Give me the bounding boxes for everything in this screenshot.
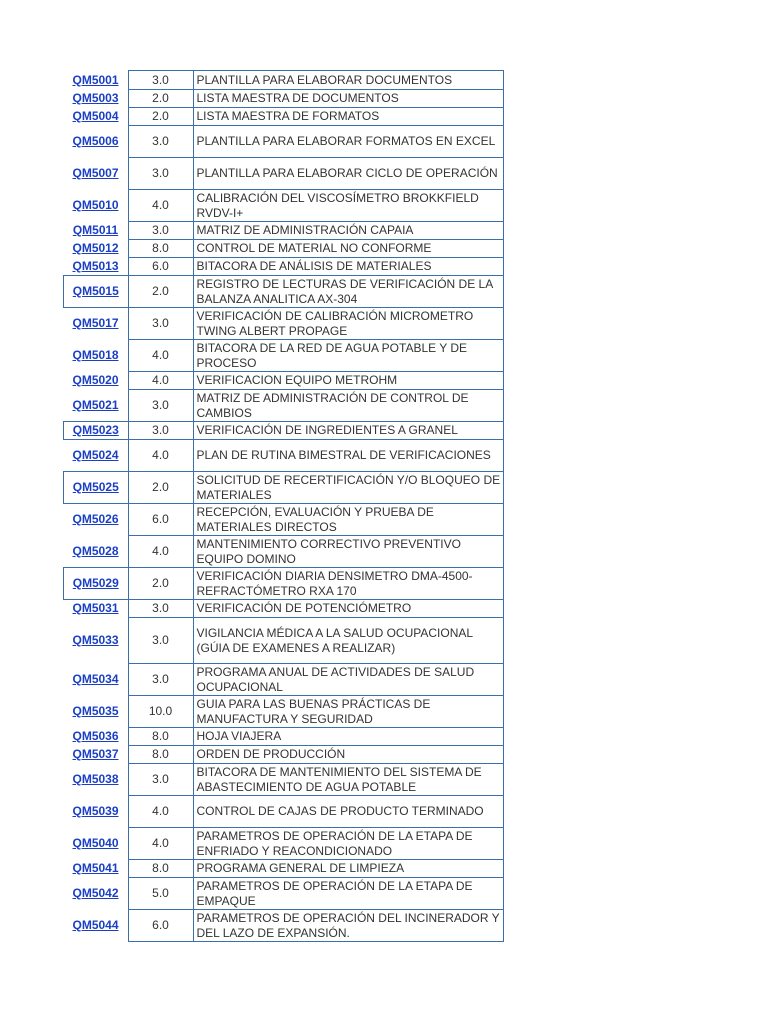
document-code-cell	[64, 600, 129, 618]
document-title: MATRIZ DE ADMINISTRACIÓN DE CONTROL DE CAMBIOS	[193, 390, 504, 422]
document-row	[64, 240, 504, 258]
document-title: REGISTRO DE LECTURAS DE VERIFICACIÓN DE LA BALANZA ANALITICA AX-304	[193, 276, 504, 308]
document-row	[64, 696, 504, 728]
document-code-link[interactable]: QM5029	[72, 576, 119, 590]
document-row	[64, 664, 504, 696]
document-row	[64, 258, 504, 276]
document-code-link[interactable]: QM5004	[72, 109, 119, 123]
document-list-body	[64, 71, 504, 942]
document-title: CONTROL DE MATERIAL NO CONFORME	[193, 240, 504, 258]
document-row	[64, 440, 504, 472]
document-version: 3.0	[128, 618, 193, 664]
document-title: VERIFICACIÓN DE POTENCIÓMETRO	[193, 600, 504, 618]
document-row	[64, 390, 504, 422]
document-title: MATRIZ DE ADMINISTRACIÓN CAPAIA	[193, 222, 504, 240]
document-code-cell	[64, 796, 129, 828]
document-title: HOJA VIAJERA	[193, 728, 504, 746]
document-title: PLANTILLA PARA ELABORAR FORMATOS EN EXCEL	[193, 126, 504, 158]
document-title: PLANTILLA PARA ELABORAR DOCUMENTOS	[193, 71, 504, 90]
document-version: 2.0	[128, 108, 193, 126]
document-code-cell	[64, 878, 129, 910]
document-row	[64, 71, 504, 90]
document-row	[64, 746, 504, 764]
document-code-cell	[64, 536, 129, 568]
document-code-link[interactable]: QM5007	[72, 166, 119, 180]
document-version: 4.0	[128, 190, 193, 222]
document-code-link[interactable]: QM5034	[72, 672, 119, 686]
document-version: 6.0	[128, 910, 193, 942]
document-code-cell	[64, 696, 129, 728]
document-version: 3.0	[128, 222, 193, 240]
document-code-link[interactable]: QM5011	[72, 223, 119, 237]
document-code-link[interactable]: QM5037	[72, 747, 119, 761]
document-title: VIGILANCIA MÉDICA A LA SALUD OCUPACIONAL (GÚIA DE EXAMENES A REALIZAR)	[193, 618, 504, 664]
document-title: PLAN DE RUTINA BIMESTRAL DE VERIFICACIONES	[193, 440, 504, 472]
document-code-link[interactable]: QM5028	[72, 543, 119, 558]
document-version: 2.0	[128, 90, 193, 108]
document-row	[64, 340, 504, 372]
document-row	[64, 860, 504, 878]
document-row	[64, 910, 504, 942]
document-code-cell	[64, 190, 129, 222]
document-code-link[interactable]: QM5025	[72, 480, 119, 494]
document-code-link[interactable]: QM5023	[72, 423, 119, 437]
document-version: 4.0	[128, 440, 193, 472]
document-code-link[interactable]: QM5013	[72, 258, 119, 273]
document-row	[64, 190, 504, 222]
document-row	[64, 222, 504, 240]
document-code-cell	[64, 258, 129, 276]
document-code-link[interactable]: QM5017	[72, 316, 119, 331]
document-version: 3.0	[128, 764, 193, 796]
document-version: 3.0	[128, 71, 193, 90]
document-title: CONTROL DE CAJAS DE PRODUCTO TERMINADO	[193, 796, 504, 828]
document-row	[64, 828, 504, 860]
document-title: LISTA MAESTRA DE FORMATOS	[193, 108, 504, 126]
document-code-cell	[64, 422, 129, 440]
document-row	[64, 728, 504, 746]
document-title: BITACORA DE ANÁLISIS DE MATERIALES	[193, 258, 504, 276]
document-row	[64, 796, 504, 828]
document-title: VERIFICACION EQUIPO METROHM	[193, 372, 504, 390]
document-code-cell	[64, 504, 129, 536]
document-title: SOLICITUD DE RECERTIFICACIÓN Y/O BLOQUEO DE MATERIALES	[193, 472, 504, 504]
document-code-link[interactable]: QM5006	[72, 134, 119, 148]
document-version: 8.0	[128, 240, 193, 258]
document-row	[64, 90, 504, 108]
document-code-link[interactable]: QM5041	[72, 861, 119, 875]
document-code-link[interactable]: QM5021	[72, 397, 119, 412]
document-code-link[interactable]: QM5038	[72, 772, 119, 786]
document-code-link[interactable]: QM5018	[72, 348, 119, 362]
document-code-link[interactable]: QM5042	[72, 886, 119, 900]
document-code-link[interactable]: QM5012	[72, 241, 119, 255]
document-version: 4.0	[128, 536, 193, 568]
document-code-link[interactable]: QM5015	[72, 284, 119, 298]
document-code-link[interactable]: QM5036	[72, 729, 119, 743]
document-row	[64, 308, 504, 340]
document-title: PLANTILLA PARA ELABORAR CICLO DE OPERACIÓN	[193, 158, 504, 190]
document-code-cell	[64, 618, 129, 664]
document-row	[64, 276, 504, 308]
document-title: BITACORA DE MANTENIMIENTO DEL SISTEMA DE ABASTECIMIENTO DE AGUA POTABLE	[193, 764, 504, 796]
document-code-cell	[64, 276, 129, 308]
document-row	[64, 372, 504, 390]
document-code-cell	[64, 664, 129, 696]
document-title: ORDEN DE PRODUCCIÓN	[193, 746, 504, 764]
document-version: 4.0	[128, 828, 193, 860]
document-code-cell	[64, 728, 129, 746]
document-code-link[interactable]: QM5039	[72, 804, 119, 818]
document-version: 3.0	[128, 390, 193, 422]
document-title: VERIFICACIÓN DE INGREDIENTES A GRANEL	[193, 422, 504, 440]
document-title: VERIFICACIÓN DIARIA DENSIMETRO DMA-4500-REFRACTÓMETRO RXA 170	[193, 568, 504, 600]
document-title: PARAMETROS DE OPERACIÓN DE LA ETAPA DE EMPAQUE	[193, 878, 504, 910]
document-code-cell	[64, 828, 129, 860]
document-code-cell	[64, 746, 129, 764]
document-version: 3.0	[128, 126, 193, 158]
document-code-cell	[64, 860, 129, 878]
document-code-cell	[64, 764, 129, 796]
document-version: 3.0	[128, 422, 193, 440]
document-code-link[interactable]: QM5024	[72, 448, 119, 462]
document-code-link[interactable]: QM5003	[72, 91, 119, 105]
document-version: 6.0	[128, 258, 193, 276]
document-code-cell	[64, 390, 129, 422]
document-version: 3.0	[128, 600, 193, 618]
document-row	[64, 764, 504, 796]
document-title: BITACORA DE LA RED DE AGUA POTABLE Y DE PROCESO	[193, 340, 504, 372]
document-code-link[interactable]: QM5031	[72, 601, 119, 616]
document-code-cell	[64, 108, 129, 126]
document-version: 4.0	[128, 796, 193, 828]
document-code-link[interactable]: QM5044	[72, 918, 119, 932]
document-row	[64, 618, 504, 664]
document-version: 3.0	[128, 664, 193, 696]
document-code-cell	[64, 910, 129, 942]
document-row	[64, 422, 504, 440]
document-row	[64, 536, 504, 568]
document-row	[64, 158, 504, 190]
document-title: PARAMETROS DE OPERACIÓN DE LA ETAPA DE ENFRIADO Y REACONDICIONADO	[193, 828, 504, 860]
document-version: 5.0	[128, 878, 193, 910]
document-code-link[interactable]: QM5033	[72, 633, 119, 647]
document-code-cell	[64, 158, 129, 190]
document-row	[64, 126, 504, 158]
document-title: RECEPCIÓN, EVALUACIÓN Y PRUEBA DE MATERIALES DIRECTOS	[193, 504, 504, 536]
document-code-cell	[64, 126, 129, 158]
document-version: 2.0	[128, 276, 193, 308]
document-row	[64, 472, 504, 504]
document-version: 3.0	[128, 158, 193, 190]
document-version: 2.0	[128, 472, 193, 504]
document-version: 2.0	[128, 568, 193, 600]
document-list-table	[63, 70, 504, 942]
document-version: 8.0	[128, 746, 193, 764]
document-version: 10.0	[128, 696, 193, 728]
document-code-cell	[64, 240, 129, 258]
document-code-cell	[64, 222, 129, 240]
document-code-cell	[64, 372, 129, 390]
document-code-cell	[64, 568, 129, 600]
document-code-cell	[64, 71, 129, 90]
document-version: 8.0	[128, 860, 193, 878]
document-code-link[interactable]: QM5026	[72, 512, 119, 527]
document-title: PARAMETROS DE OPERACIÓN DEL INCINERADOR Y DEL LAZO DE EXPANSIÓN.	[193, 910, 504, 942]
document-title: PROGRAMA ANUAL DE ACTIVIDADES DE SALUD OCUPACIONAL	[193, 664, 504, 696]
document-title: PROGRAMA GENERAL DE LIMPIEZA	[193, 860, 504, 878]
document-version: 4.0	[128, 372, 193, 390]
document-code-link[interactable]: QM5001	[72, 72, 119, 87]
document-code-link[interactable]: QM5040	[72, 836, 119, 850]
document-code-link[interactable]: QM5010	[72, 198, 119, 212]
document-version: 6.0	[128, 504, 193, 536]
document-code-cell	[64, 90, 129, 108]
document-code-link[interactable]: QM5035	[72, 704, 119, 718]
document-row	[64, 600, 504, 618]
document-row	[64, 568, 504, 600]
document-row	[64, 108, 504, 126]
document-row	[64, 504, 504, 536]
document-code-cell	[64, 440, 129, 472]
document-version: 4.0	[128, 340, 193, 372]
document-code-cell	[64, 472, 129, 504]
document-title: CALIBRACIÓN DEL VISCOSÍMETRO BROKKFIELD RVDV-I+	[193, 190, 504, 222]
document-code-cell	[64, 340, 129, 372]
document-version: 8.0	[128, 728, 193, 746]
document-row	[64, 878, 504, 910]
document-title: LISTA MAESTRA DE DOCUMENTOS	[193, 90, 504, 108]
document-title: VERIFICACIÓN DE CALIBRACIÓN MICROMETRO TWING ALBERT PROPAGE	[193, 308, 504, 340]
document-version: 3.0	[128, 308, 193, 340]
document-code-link[interactable]: QM5020	[72, 373, 119, 387]
document-code-cell	[64, 308, 129, 340]
document-title: MANTENIMIENTO CORRECTIVO PREVENTIVO EQUIPO DOMINO	[193, 536, 504, 568]
document-title: GUIA PARA LAS BUENAS PRÁCTICAS DE MANUFACTURA Y SEGURIDAD	[193, 696, 504, 728]
